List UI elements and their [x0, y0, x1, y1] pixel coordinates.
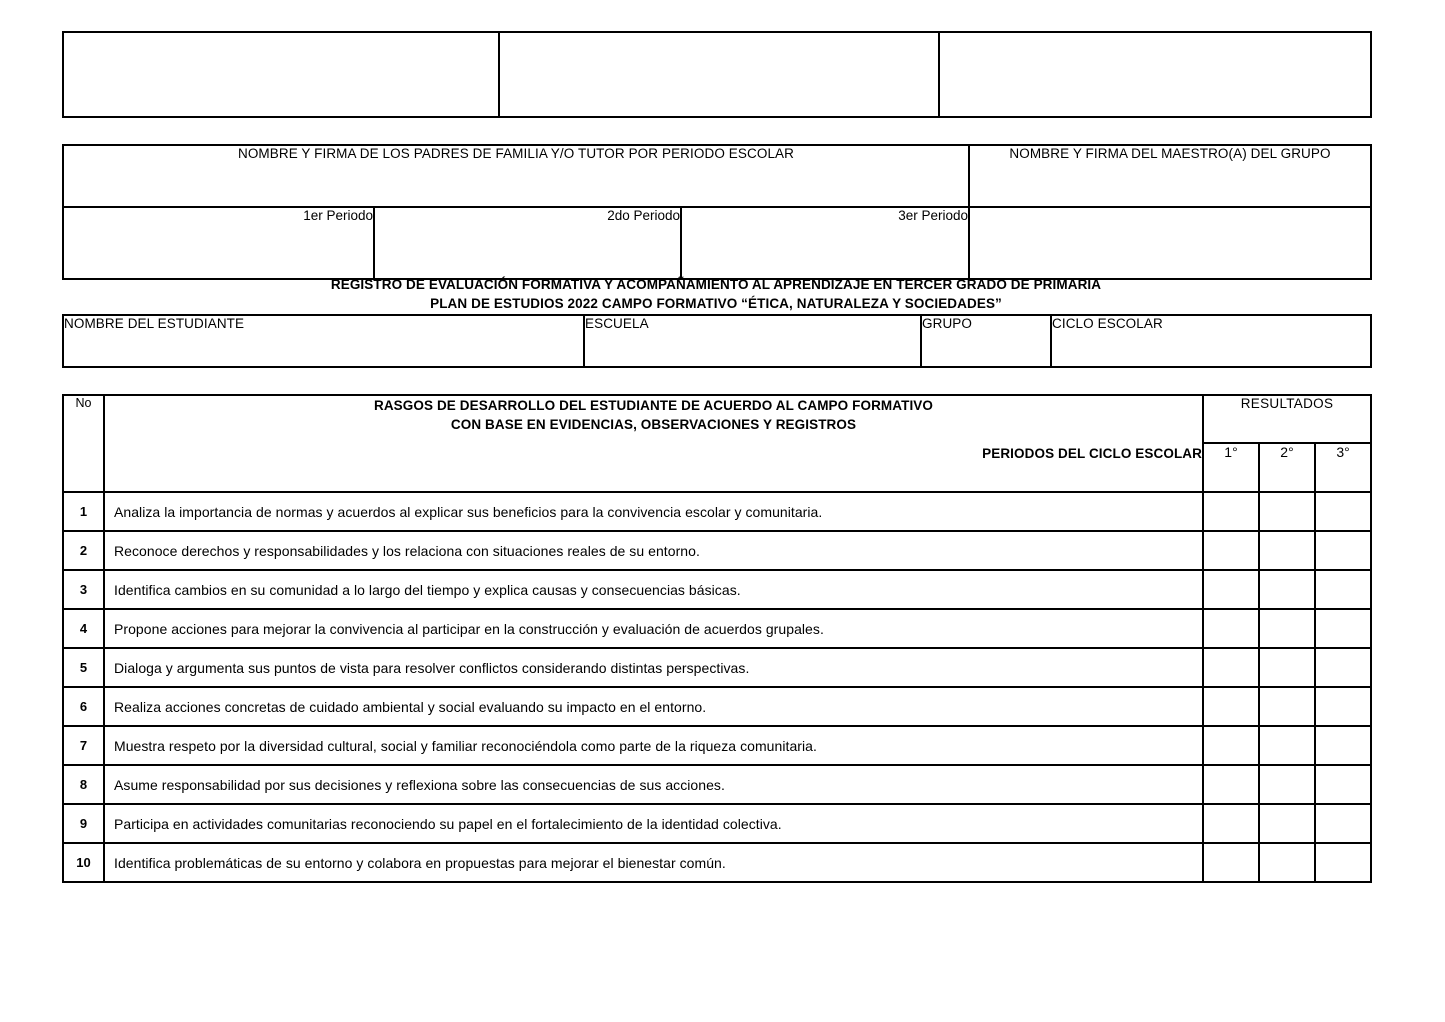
period-1-label[interactable]: 1er Periodo	[63, 207, 374, 279]
row-description: Identifica problemáticas de su entorno y colabora en propuestas para mejorar el bienestar común.	[104, 843, 1203, 882]
row-mark-period-3[interactable]	[1315, 609, 1371, 648]
document-title	[62, 275, 1370, 313]
period-3-label[interactable]: 3er Periodo	[681, 207, 969, 279]
row-mark-period-1[interactable]	[1203, 765, 1259, 804]
table-row	[63, 570, 1371, 609]
table-row	[63, 648, 1371, 687]
table-row	[63, 726, 1371, 765]
row-mark-period-3[interactable]	[1315, 726, 1371, 765]
row-description: Participa en actividades comunitarias reconociendo su papel en el fortalecimiento de la identidad colectiva.	[104, 804, 1203, 843]
row-mark-period-1[interactable]	[1203, 570, 1259, 609]
row-number: 2	[63, 531, 104, 570]
row-mark-period-2[interactable]	[1259, 609, 1315, 648]
row-number: 10	[63, 843, 104, 882]
row-mark-period-3[interactable]	[1315, 804, 1371, 843]
row-mark-period-3[interactable]	[1315, 687, 1371, 726]
top-band-cell-1[interactable]	[63, 32, 499, 117]
row-mark-period-1[interactable]	[1203, 492, 1259, 531]
row-description: Analiza la importancia de normas y acuerdos al explicar sus beneficios para la convivencia escolar y comunitaria.	[104, 492, 1203, 531]
field-nombre-del-estudiante[interactable]: NOMBRE DEL ESTUDIANTE	[63, 315, 584, 367]
row-number: 6	[63, 687, 104, 726]
table-row	[63, 32, 1371, 117]
field-escuela[interactable]: ESCUELA	[584, 315, 921, 367]
row-mark-period-1[interactable]	[1203, 531, 1259, 570]
row-mark-period-1[interactable]	[1203, 804, 1259, 843]
row-number: 7	[63, 726, 104, 765]
row-mark-period-3[interactable]	[1315, 648, 1371, 687]
parents-signature-header: NOMBRE Y FIRMA DE LOS PADRES DE FAMILIA Y/O TUTOR POR PERIODO ESCOLAR	[63, 145, 969, 207]
student-info-table	[62, 314, 1372, 368]
row-number: 5	[63, 648, 104, 687]
title-line-1: REGISTRO DE EVALUACIÓN FORMATIVA Y ACOMPAÑAMIENTO AL APRENDIZAJE EN TERCER GRADO DE PRIMARIA	[330, 277, 1102, 292]
table-header-row	[63, 395, 1371, 443]
row-description: Muestra respeto por la diversidad cultural, social y familiar reconociéndola como parte de la riqueza comunitaria.	[104, 726, 1203, 765]
row-description: Identifica cambios en su comunidad a lo largo del tiempo y explica causas y consecuencias básicas.	[104, 570, 1203, 609]
row-mark-period-2[interactable]	[1259, 804, 1315, 843]
column-header-no: No	[63, 395, 104, 492]
table-row	[63, 207, 1371, 279]
column-header-period-3: 3°	[1315, 443, 1371, 492]
top-band-cell-3[interactable]	[939, 32, 1371, 117]
column-header-period-1: 1°	[1203, 443, 1259, 492]
row-mark-period-1[interactable]	[1203, 843, 1259, 882]
periods-label: PERIODOS DEL CICLO ESCOLAR	[982, 446, 1202, 461]
table-row	[63, 145, 1371, 207]
table-row	[63, 804, 1371, 843]
table-row	[63, 315, 1371, 367]
table-row	[63, 531, 1371, 570]
field-grupo[interactable]: GRUPO	[921, 315, 1051, 367]
title-line-2: PLAN DE ESTUDIOS 2022 CAMPO FORMATIVO “ÉTICA, NATURALEZA Y SOCIEDADES”	[430, 296, 1002, 311]
row-number: 4	[63, 609, 104, 648]
period-2-label[interactable]: 2do Periodo	[374, 207, 681, 279]
row-mark-period-2[interactable]	[1259, 492, 1315, 531]
row-mark-period-2[interactable]	[1259, 570, 1315, 609]
row-mark-period-2[interactable]	[1259, 648, 1315, 687]
row-mark-period-3[interactable]	[1315, 765, 1371, 804]
row-description: Propone acciones para mejorar la convivencia al participar en la construcción y evaluación de acuerdos grupales.	[104, 609, 1203, 648]
teacher-signature-header: NOMBRE Y FIRMA DEL MAESTRO(A) DEL GRUPO	[969, 145, 1371, 207]
description-line-1: RASGOS DE DESARROLLO DEL ESTUDIANTE DE ACUERDO AL CAMPO FORMATIVO	[373, 398, 934, 413]
row-mark-period-3[interactable]	[1315, 492, 1371, 531]
row-mark-period-3[interactable]	[1315, 531, 1371, 570]
row-mark-period-1[interactable]	[1203, 726, 1259, 765]
table-row	[63, 843, 1371, 882]
row-mark-period-2[interactable]	[1259, 765, 1315, 804]
field-ciclo-escolar[interactable]: CICLO ESCOLAR	[1051, 315, 1371, 367]
top-band-cell-2[interactable]	[499, 32, 939, 117]
row-number: 1	[63, 492, 104, 531]
row-mark-period-1[interactable]	[1203, 648, 1259, 687]
row-mark-period-1[interactable]	[1203, 609, 1259, 648]
row-number: 8	[63, 765, 104, 804]
row-description: Dialoga y argumenta sus puntos de vista para resolver conflictos considerando distintas perspectivas.	[104, 648, 1203, 687]
table-row	[63, 492, 1371, 531]
table-row	[63, 687, 1371, 726]
signatures-table	[62, 144, 1372, 280]
row-mark-period-3[interactable]	[1315, 843, 1371, 882]
row-description: Reconoce derechos y responsabilidades y los relaciona con situaciones reales de su entorno.	[104, 531, 1203, 570]
row-number: 9	[63, 804, 104, 843]
description-line-2: CON BASE EN EVIDENCIAS, OBSERVACIONES Y REGISTROS	[450, 417, 857, 432]
row-mark-period-2[interactable]	[1259, 726, 1315, 765]
row-number: 3	[63, 570, 104, 609]
column-header-resultados: RESULTADOS	[1203, 395, 1371, 443]
table-row	[63, 609, 1371, 648]
teacher-signature-field[interactable]	[969, 207, 1371, 279]
row-mark-period-1[interactable]	[1203, 687, 1259, 726]
column-header-description	[104, 395, 1203, 492]
rasgos-evaluation-table	[62, 394, 1372, 883]
top-empty-band-table	[62, 31, 1372, 118]
column-header-period-2: 2°	[1259, 443, 1315, 492]
row-mark-period-2[interactable]	[1259, 531, 1315, 570]
rasgos-rows	[63, 492, 1371, 882]
row-mark-period-2[interactable]	[1259, 843, 1315, 882]
table-row	[63, 765, 1371, 804]
row-description: Realiza acciones concretas de cuidado ambiental y social evaluando su impacto en el entorno.	[104, 687, 1203, 726]
row-mark-period-2[interactable]	[1259, 687, 1315, 726]
row-mark-period-3[interactable]	[1315, 570, 1371, 609]
row-description: Asume responsabilidad por sus decisiones y reflexiona sobre las consecuencias de sus acciones.	[104, 765, 1203, 804]
